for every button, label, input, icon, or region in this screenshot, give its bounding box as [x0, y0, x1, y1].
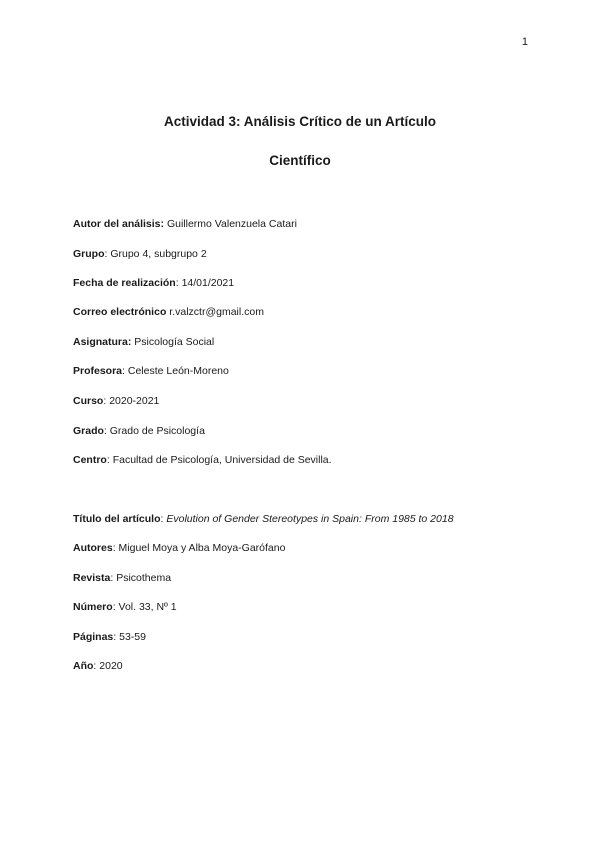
field-label: Páginas [73, 631, 114, 643]
field-value: Vol. 33, Nº 1 [118, 601, 177, 613]
field-separator: : [112, 542, 119, 554]
field-separator: : [104, 248, 111, 260]
field-value: Facultad de Psicología, Universidad de Sevilla. [112, 454, 332, 466]
field-separator: : [103, 395, 110, 407]
field-value: 53-59 [119, 631, 146, 643]
field-value: Guillermo Valenzuela Catari [166, 218, 297, 230]
field-value: r.valzctr@gmail.com [169, 306, 264, 318]
field-asignatura [73, 336, 214, 348]
field-separator: : [160, 513, 167, 525]
field-revista [73, 572, 171, 584]
field-separator: : [103, 425, 110, 437]
field-correo [73, 306, 264, 318]
field-label: Autor del análisis: [73, 218, 165, 230]
field-label: Grupo [73, 248, 105, 260]
field-value: Miguel Moya y Alba Moya-Garófano [118, 542, 286, 554]
field-label: Curso [73, 395, 104, 407]
field-autor [73, 218, 297, 230]
field-label: Revista [73, 572, 111, 584]
field-value: Grupo 4, subgrupo 2 [110, 248, 207, 260]
page-number: 1 [521, 36, 528, 48]
field-separator: : [122, 365, 128, 377]
field-label: Asignatura: [73, 336, 132, 348]
field-separator: : [112, 601, 119, 613]
field-separator: : [106, 454, 113, 466]
field-titulo-articulo [73, 513, 454, 525]
field-profesora [73, 365, 229, 377]
field-value: Psicothema [116, 572, 172, 584]
field-separator: : [110, 572, 117, 584]
field-anio [73, 660, 123, 672]
field-label: Título del artículo [73, 513, 161, 525]
field-value: Grado de Psicología [109, 425, 205, 437]
field-centro [73, 454, 332, 466]
field-label: Año [73, 660, 94, 672]
field-grupo [73, 248, 207, 260]
field-label: Autores [73, 542, 113, 554]
field-value: Celeste León-Moreno [127, 365, 229, 377]
field-label: Profesora [73, 365, 123, 377]
field-numero [73, 601, 177, 613]
field-label: Número [73, 601, 113, 613]
field-separator: : [175, 277, 182, 289]
field-grado [73, 425, 205, 437]
field-label: Fecha de realización [73, 277, 176, 289]
document-title-line-2: Científico [269, 153, 331, 168]
field-value: 2020-2021 [109, 395, 160, 407]
field-value: 14/01/2021 [181, 277, 235, 289]
field-label: Correo electrónico [73, 306, 167, 318]
field-curso [73, 395, 159, 407]
field-label: Grado [73, 425, 104, 437]
field-value: Evolution of Gender Stereotypes in Spain: From 1985 to 2018 [166, 513, 454, 525]
field-value: Psicología Social [134, 336, 215, 348]
field-fecha [73, 277, 234, 289]
field-value: 2020 [99, 660, 123, 672]
field-paginas [73, 631, 146, 643]
field-separator: : [93, 660, 100, 672]
field-label: Centro [73, 454, 107, 466]
document-title-line-1: Actividad 3: Análisis Crítico de un Artículo [163, 114, 437, 129]
field-autores [73, 542, 285, 554]
field-separator: : [113, 631, 120, 643]
